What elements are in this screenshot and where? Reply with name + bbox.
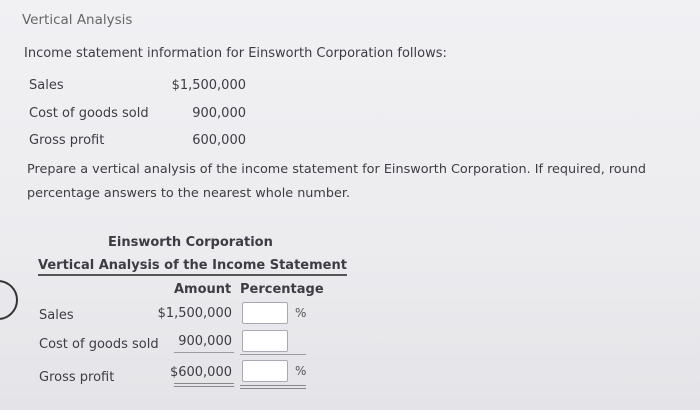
percent-underline-cogs [240, 354, 306, 355]
sales-percentage-input[interactable] [242, 302, 288, 324]
row-label-cogs: Cost of goods sold [39, 337, 159, 352]
row-label-gross-profit: Gross profit [39, 370, 115, 385]
row-amount-sales: $1,500,000 [157, 306, 232, 321]
column-header-percentage: Percentage [240, 282, 324, 297]
page-title: Vertical Analysis [22, 12, 133, 28]
company-name: Einsworth Corporation [108, 235, 273, 250]
percent-sign-sales: % [295, 306, 307, 320]
percent-double-underline-gross-profit [240, 385, 306, 389]
row-amount-gross-profit: $600,000 [169, 365, 232, 380]
statement-heading: Vertical Analysis of the Income Statement [38, 258, 347, 276]
info-amount-cogs: 900,000 [192, 106, 246, 121]
info-amount-gross-profit: 600,000 [192, 133, 246, 148]
intro-text: Income statement information for Einsworth Corporation follows: [24, 46, 447, 61]
row-amount-cogs: 900,000 [178, 334, 232, 349]
info-amount-sales: $1,500,000 [171, 78, 246, 93]
info-label-sales: Sales [29, 78, 64, 93]
instructions: Prepare a vertical analysis of the income statement for Einsworth Corporation. If required, round percentage answers to the nearest whole number. [27, 162, 646, 201]
gross-profit-percentage-input[interactable] [242, 360, 288, 382]
cogs-percentage-input[interactable] [242, 330, 288, 352]
row-label-sales: Sales [39, 308, 74, 323]
info-label-cogs: Cost of goods sold [29, 106, 149, 121]
amount-double-underline-gross-profit [174, 383, 234, 387]
percent-sign-gross-profit: % [295, 364, 307, 378]
amount-underline-cogs [174, 352, 234, 353]
info-label-gross-profit: Gross profit [29, 133, 105, 148]
side-tab-handle[interactable] [0, 280, 18, 320]
column-header-amount: Amount [174, 282, 232, 297]
